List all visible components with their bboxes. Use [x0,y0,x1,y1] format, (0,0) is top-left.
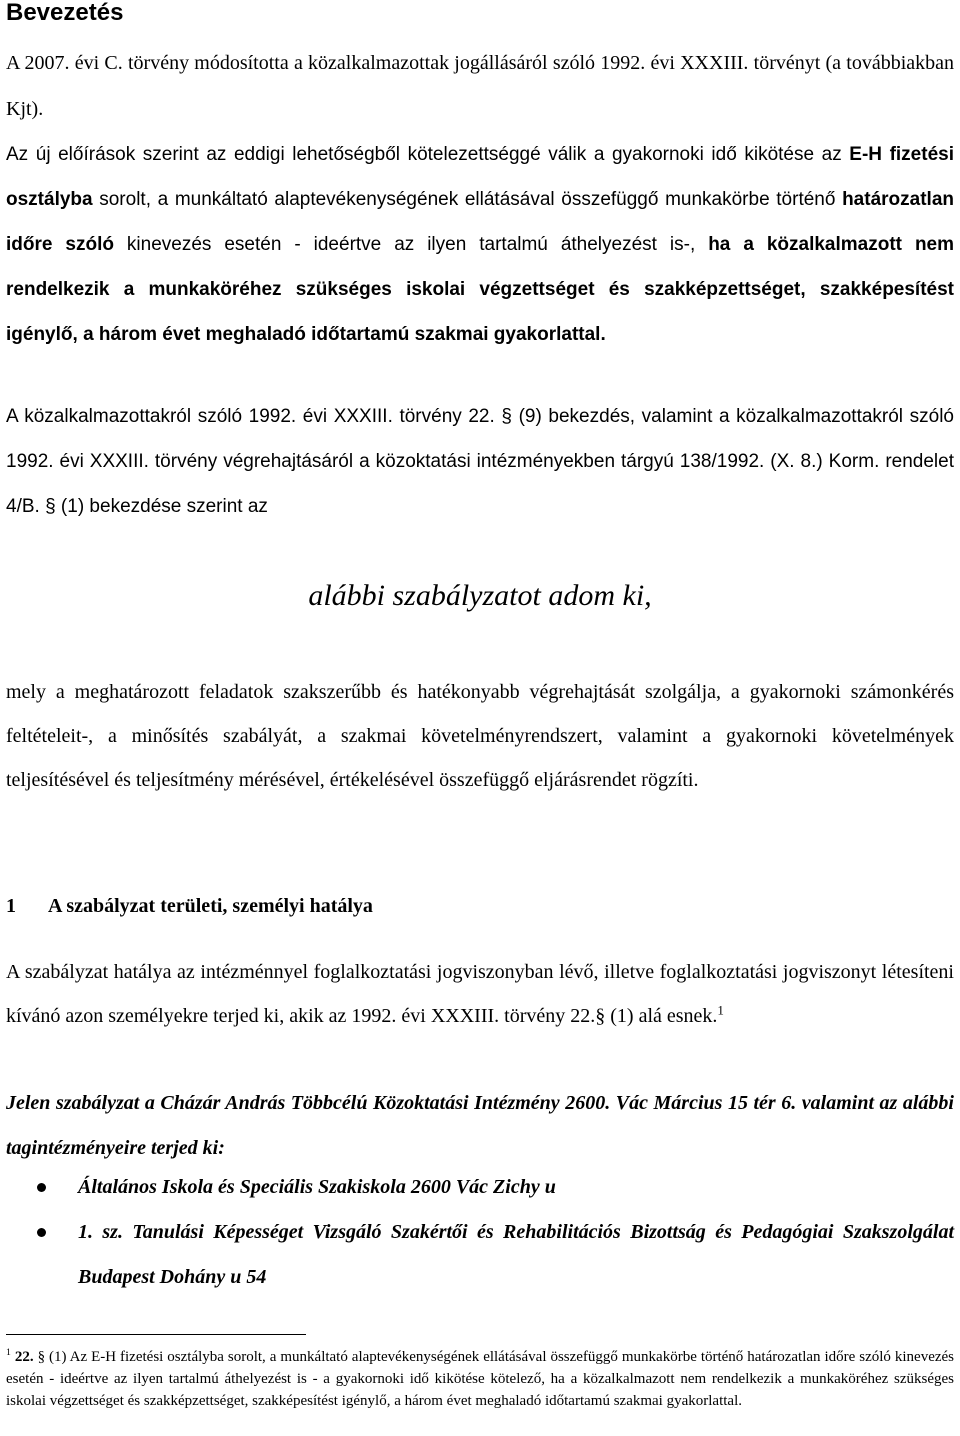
section-number: 1 [6,895,16,917]
section-sign: § [501,406,512,427]
legal-basis-paragraph [6,394,954,529]
section-sign: § [37,1349,46,1365]
change-text-2: sorolt, a munkáltató alaptevékenységének ellátásával összefüggő munkakörbe történő [92,189,843,210]
institution-scope-text: Jelen szabályzat a Cházár András Többcélú Közoktatási Intézmény 2600. Vác Március 15 tér 6. valamint az alábbi tagintézményeire terjed ki: [6,1092,954,1159]
legal-basis-text-2: (9) bekezdés, valamint a közalkalmazottakról szóló 1992. évi XXXIII. törvény végrehajtásáról a közoktatási intézményekben tárgyú 138/1992. (X. 8.) Korm. rendelet 4/B. [6,406,954,517]
scope-paragraph [6,950,954,1038]
change-bold-condition: ha a közalkalmazott nem rendelkezik a munkaköréhez szükséges iskolai végzettséget és szakképzettséget, szakképesítést igénylő, a három évet meghaladó időtartamú szakmai gyakorlattal. [6,234,955,345]
bullet-icon [37,1228,46,1237]
change-text-3: kinevezés esetén - ideértve az ilyen tartalmú áthelyezést is-, [113,234,709,255]
change-bold-salary-class: E-H fizetési osztályba [6,144,954,210]
page-heading: Bevezetés [6,0,124,26]
member-institutions-list [6,1165,954,1300]
section-sign: § [595,1005,606,1027]
list-item-text: 1. sz. Tanulási Képességet Vizsgáló Szakértői és Rehabilitációs Bizottság és Pedagógiai Szakszolgálat Budapest Dohány u 54 [78,1221,954,1288]
declaration-title: alábbi szabályzatot adom ki, [308,579,652,612]
change-paragraph [6,132,954,357]
section-sign: § [45,496,56,517]
change-text-1: Az új előírások szerint az eddigi lehetőségből kötelezettséggé válik a gyakornoki idő kikötése az [6,144,850,165]
list-item [6,1210,954,1300]
footnote [6,1346,954,1412]
footnote-text: (1) Az E-H fizetési osztályba sorolt, a munkáltató alaptevékenységének ellátásával összefüggő munkakörbe történő határozatlan időre szóló kinevezés esetén - ideértve az ilyen tartalmú áthelyezést is - a gyakornoki idő kikötése kötelező, ha a közalkalmazott nem rendelkezik a munkaköréhez szükséges iskolai végzettséget és szakképzettséget, szakképesítést igénylő, a három évet meghaladó időtartamú szakmai gyakorlattal. [6,1349,955,1409]
footnote-ref: 22. [14,1349,34,1365]
section-title-text: A szabályzat területi, személyi hatálya [48,895,373,917]
institution-scope-paragraph [6,1081,954,1171]
legal-basis-text-1: A közalkalmazottakról szóló 1992. évi XXXIII. törvény 22. [6,406,502,427]
intro-paragraph: A 2007. évi C. törvény módosította a közalkalmazottak jogállásáról szóló 1992. évi XXXIII. törvényt (a továbbiakban Kjt). [6,52,954,120]
scope-text-2: (1) alá esnek. [605,1005,718,1027]
footnote-mark: 1 [6,1347,11,1358]
purpose-paragraph: mely a meghatározott feladatok szakszerűbb és hatékonyabb végrehajtását szolgálja, a gyakornoki számonkérés feltételeit-, a minősítés szabályát, a szakmai követelményrendszert, valamint a gyakornoki követelmények teljesítésével és teljesítmény mérésével, értékelésével összefüggő eljárásrendet rögzíti. [6,681,954,791]
footnote-reference[interactable]: 1 [717,1002,724,1018]
bullet-icon [37,1183,46,1192]
list-item-text: Általános Iskola és Speciális Szakiskola 2600 Vác Zichy u [78,1176,556,1198]
legal-basis-text-3: (1) bekezdése szerint az [55,496,268,517]
section-1-title [6,892,373,920]
footnote-separator [6,1334,306,1335]
change-bold-indefinite: határozatlan időre szóló [6,189,954,255]
list-item [6,1165,954,1210]
scope-text-1: A szabályzat hatálya az intézménnyel foglalkoztatási jogviszonyban lévő, illetve foglalkoztatási jogviszonyt létesíteni kívánó azon személyekre terjed ki, akik az 1992. évi XXXIII. törvény 22. [6,961,954,1027]
